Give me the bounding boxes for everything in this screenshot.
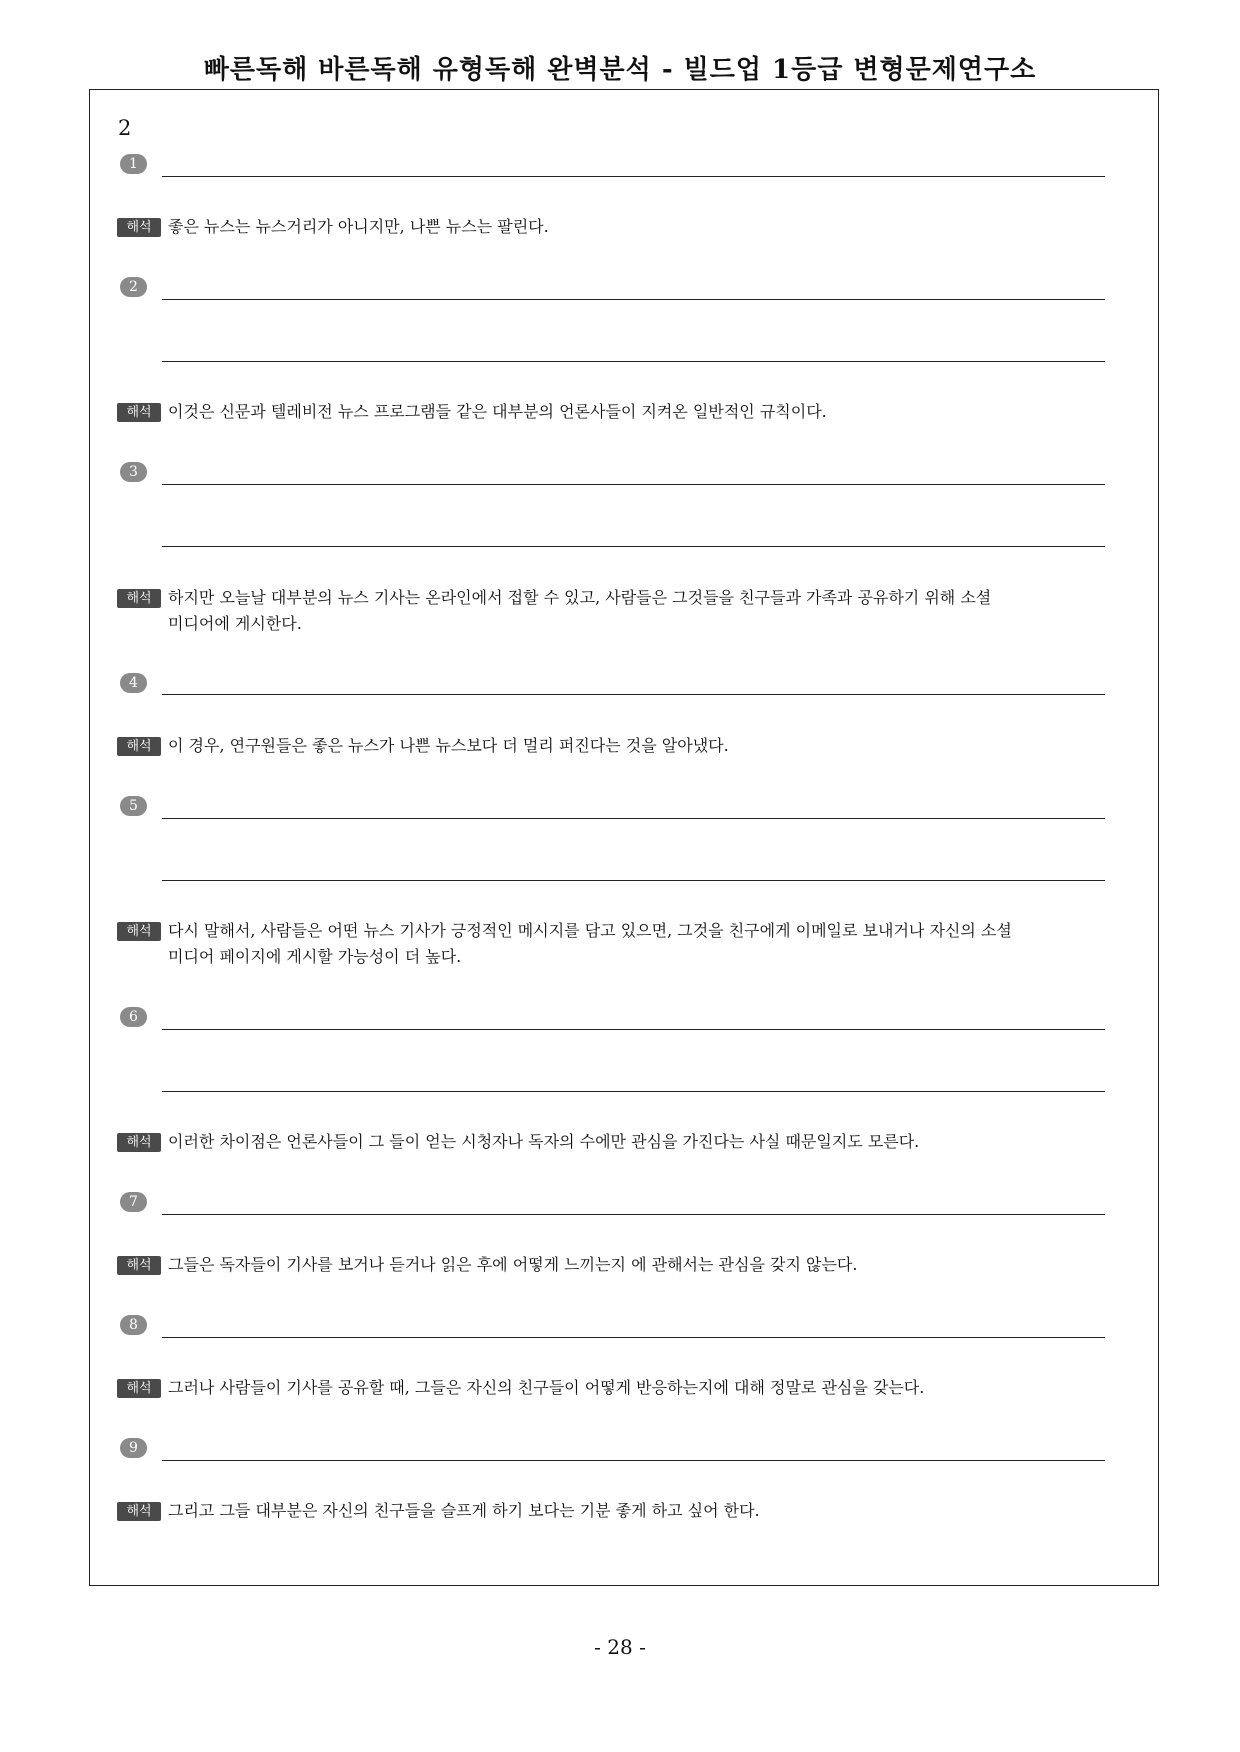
translation-text: 이것은 신문과 텔레비전 뉴스 프로그램들 같은 대부분의 언론사들이 지켜온 일반적인 규칙이다. [168,402,827,421]
sentence-number-badge: 1 [120,154,147,174]
answer-line[interactable] [162,1091,1105,1092]
translation-text: 다시 말해서, 사람들은 어떤 뉴스 기사가 긍정적인 메시지를 담고 있으면, 그것을 친구에게 이메일로 보내거나 자신의 소셜 [168,921,1012,940]
sentence-number-badge: 4 [120,673,147,693]
translation-text: 좋은 뉴스는 뉴스거리가 아니지만, 나쁜 뉴스는 팔린다. [168,217,549,236]
answer-line[interactable] [162,361,1105,362]
translation-text: 하지만 오늘날 대부분의 뉴스 기사는 온라인에서 접할 수 있고, 사람들은 그것들을 친구들과 가족과 공유하기 위해 소셜 [168,588,992,607]
content-frame [89,89,1159,1586]
translation-badge: 해석 [117,1379,161,1398]
sentence-number-badge: 2 [120,277,147,297]
translation-text: 미디어 페이지에 게시할 가능성이 더 높다. [168,947,462,966]
answer-line[interactable] [162,176,1105,177]
page-title: 빠른독해 바른독해 유형독해 완벽분석 - 빌드업 1등급 변형문제연구소 [203,55,1037,85]
problem-number: 2 [118,116,132,140]
translation-badge: 해석 [117,1256,161,1275]
translation-text: 이 경우, 연구원들은 좋은 뉴스가 나쁜 뉴스보다 더 멀리 퍼진다는 것을 알아냈다. [168,736,729,755]
translation-badge: 해석 [117,218,161,237]
translation-text: 미디어에 게시한다. [168,614,302,633]
translation-text: 그들은 독자들이 기사를 보거나 듣거나 읽은 후에 어떻게 느끼는지 에 관해서는 관심을 갖지 않는다. [168,1255,858,1274]
translation-text: 그리고 그들 대부분은 자신의 친구들을 슬프게 하기 보다는 기분 좋게 하고 싶어 한다. [168,1501,760,1520]
answer-line[interactable] [162,299,1105,300]
answer-line[interactable] [162,1337,1105,1338]
answer-line[interactable] [162,1029,1105,1030]
answer-line[interactable] [162,694,1105,695]
answer-line[interactable] [162,818,1105,819]
translation-text: 그러나 사람들이 기사를 공유할 때, 그들은 자신의 친구들이 어떻게 반응하는지에 대해 정말로 관심을 갖는다. [168,1378,925,1397]
page-number: - 28 - [594,1635,646,1659]
translation-badge: 해석 [117,1502,161,1521]
sentence-number-badge: 8 [120,1315,147,1335]
answer-line[interactable] [162,880,1105,881]
translation-text: 이러한 차이점은 언론사들이 그 들이 얻는 시청자나 독자의 수에만 관심을 가진다는 사실 때문일지도 모른다. [168,1132,920,1151]
translation-badge: 해석 [117,403,161,422]
sentence-number-badge: 3 [120,462,147,482]
sentence-number-badge: 5 [120,796,147,816]
translation-badge: 해석 [117,589,161,608]
sentence-number-badge: 9 [120,1438,147,1458]
answer-line[interactable] [162,1214,1105,1215]
sentence-number-badge: 6 [120,1007,147,1027]
translation-badge: 해석 [117,1133,161,1152]
sentence-number-badge: 7 [120,1192,147,1212]
answer-line[interactable] [162,546,1105,547]
answer-line[interactable] [162,484,1105,485]
translation-badge: 해석 [117,922,161,941]
answer-line[interactable] [162,1460,1105,1461]
translation-badge: 해석 [117,737,161,756]
